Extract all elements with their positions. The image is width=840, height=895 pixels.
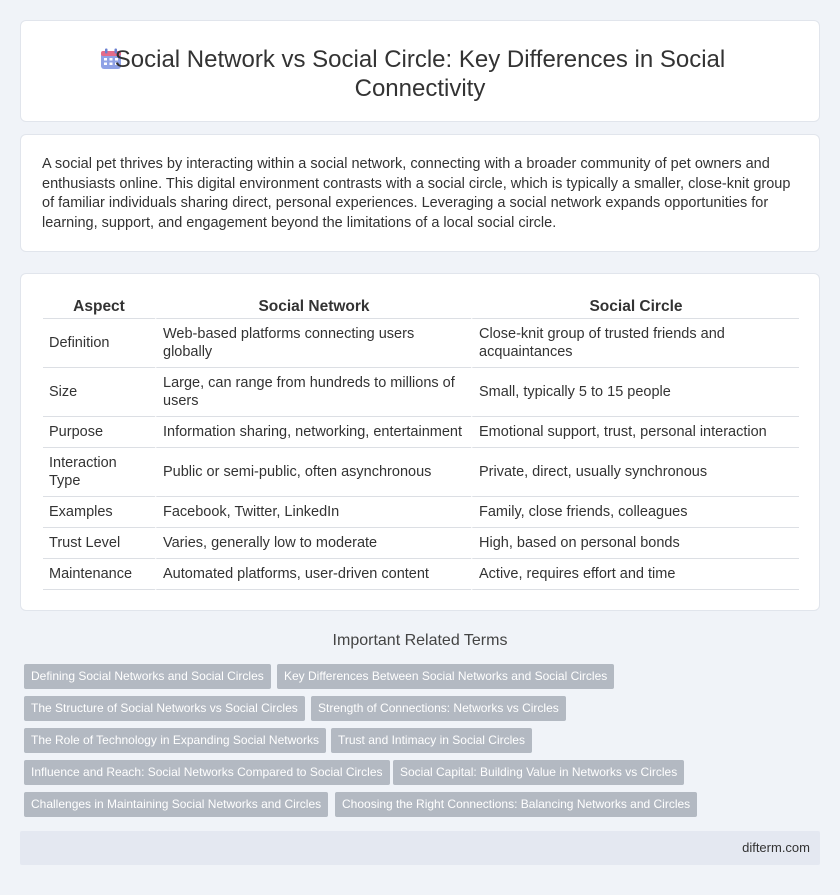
related-term-link[interactable]: Challenges in Maintaining Social Networks and Circles xyxy=(24,792,328,817)
header-aspect: Aspect xyxy=(43,294,155,319)
related-term-link[interactable]: Defining Social Networks and Social Circles xyxy=(24,664,271,689)
row-aspect: Examples xyxy=(43,497,155,528)
row-social-circle: Family, close friends, colleagues xyxy=(471,497,799,528)
related-term-link[interactable]: Influence and Reach: Social Networks Compared to Social Circles xyxy=(24,760,390,785)
table-row xyxy=(43,528,799,559)
intro-paragraph: A social pet thrives by interacting within a social network, connecting with a broader community of pet owners and enthusiasts online. This digital environment contrasts with a social circle, which is typically a smaller, close-knit group of familiar individuals sharing direct, personal experiences. Leveraging a social network expands opportunities for learning, support, and engagement beyond the limitations of a local social circle. xyxy=(42,156,791,231)
header-social-network: Social Network xyxy=(155,294,471,319)
table-row xyxy=(43,417,799,448)
comparison-table xyxy=(43,294,799,590)
header-card xyxy=(20,20,820,122)
row-aspect: Purpose xyxy=(43,417,155,448)
row-social-network: Varies, generally low to moderate xyxy=(155,528,471,559)
row-social-network: Facebook, Twitter, LinkedIn xyxy=(155,497,471,528)
related-term-link[interactable]: Strength of Connections: Networks vs Circles xyxy=(311,696,566,721)
page-title: Social Network vs Social Circle: Key Differences in Social Connectivity xyxy=(114,46,726,102)
row-aspect: Maintenance xyxy=(43,559,155,590)
row-social-circle: Active, requires effort and time xyxy=(471,559,799,590)
footer xyxy=(20,831,820,865)
row-aspect: Size xyxy=(43,368,155,417)
table-row xyxy=(43,319,799,368)
table-row xyxy=(43,559,799,590)
row-social-circle: Emotional support, trust, personal interaction xyxy=(471,417,799,448)
related-terms-title: Important Related Terms xyxy=(332,632,508,649)
row-social-network: Public or semi-public, often asynchronous xyxy=(155,448,471,497)
row-social-network: Large, can range from hundreds to millions of users xyxy=(155,368,471,417)
row-social-circle: Close-knit group of trusted friends and acquaintances xyxy=(471,319,799,368)
table-header-row xyxy=(43,294,799,319)
row-social-circle: High, based on personal bonds xyxy=(471,528,799,559)
row-social-network: Information sharing, networking, entertainment xyxy=(155,417,471,448)
related-term-link[interactable]: Key Differences Between Social Networks and Social Circles xyxy=(277,664,614,689)
related-term-link[interactable]: The Role of Technology in Expanding Social Networks xyxy=(24,728,326,753)
row-aspect: Definition xyxy=(43,319,155,368)
related-term-link[interactable]: Trust and Intimacy in Social Circles xyxy=(331,728,532,753)
related-term-link[interactable]: Social Capital: Building Value in Networks vs Circles xyxy=(393,760,684,785)
row-social-circle: Private, direct, usually synchronous xyxy=(471,448,799,497)
table-row xyxy=(43,448,799,497)
table-row xyxy=(43,368,799,417)
footer-site-name: difterm.com xyxy=(742,840,810,855)
header-social-circle: Social Circle xyxy=(471,294,799,319)
table-row xyxy=(43,497,799,528)
row-aspect: Interaction Type xyxy=(43,448,155,497)
row-social-network: Web-based platforms connecting users globally xyxy=(155,319,471,368)
intro-card xyxy=(20,134,820,252)
row-social-circle: Small, typically 5 to 15 people xyxy=(471,368,799,417)
comparison-table-card xyxy=(20,273,820,611)
row-social-network: Automated platforms, user-driven content xyxy=(155,559,471,590)
related-term-link[interactable]: The Structure of Social Networks vs Social Circles xyxy=(24,696,305,721)
related-term-link[interactable]: Choosing the Right Connections: Balancing Networks and Circles xyxy=(335,792,697,817)
row-aspect: Trust Level xyxy=(43,528,155,559)
